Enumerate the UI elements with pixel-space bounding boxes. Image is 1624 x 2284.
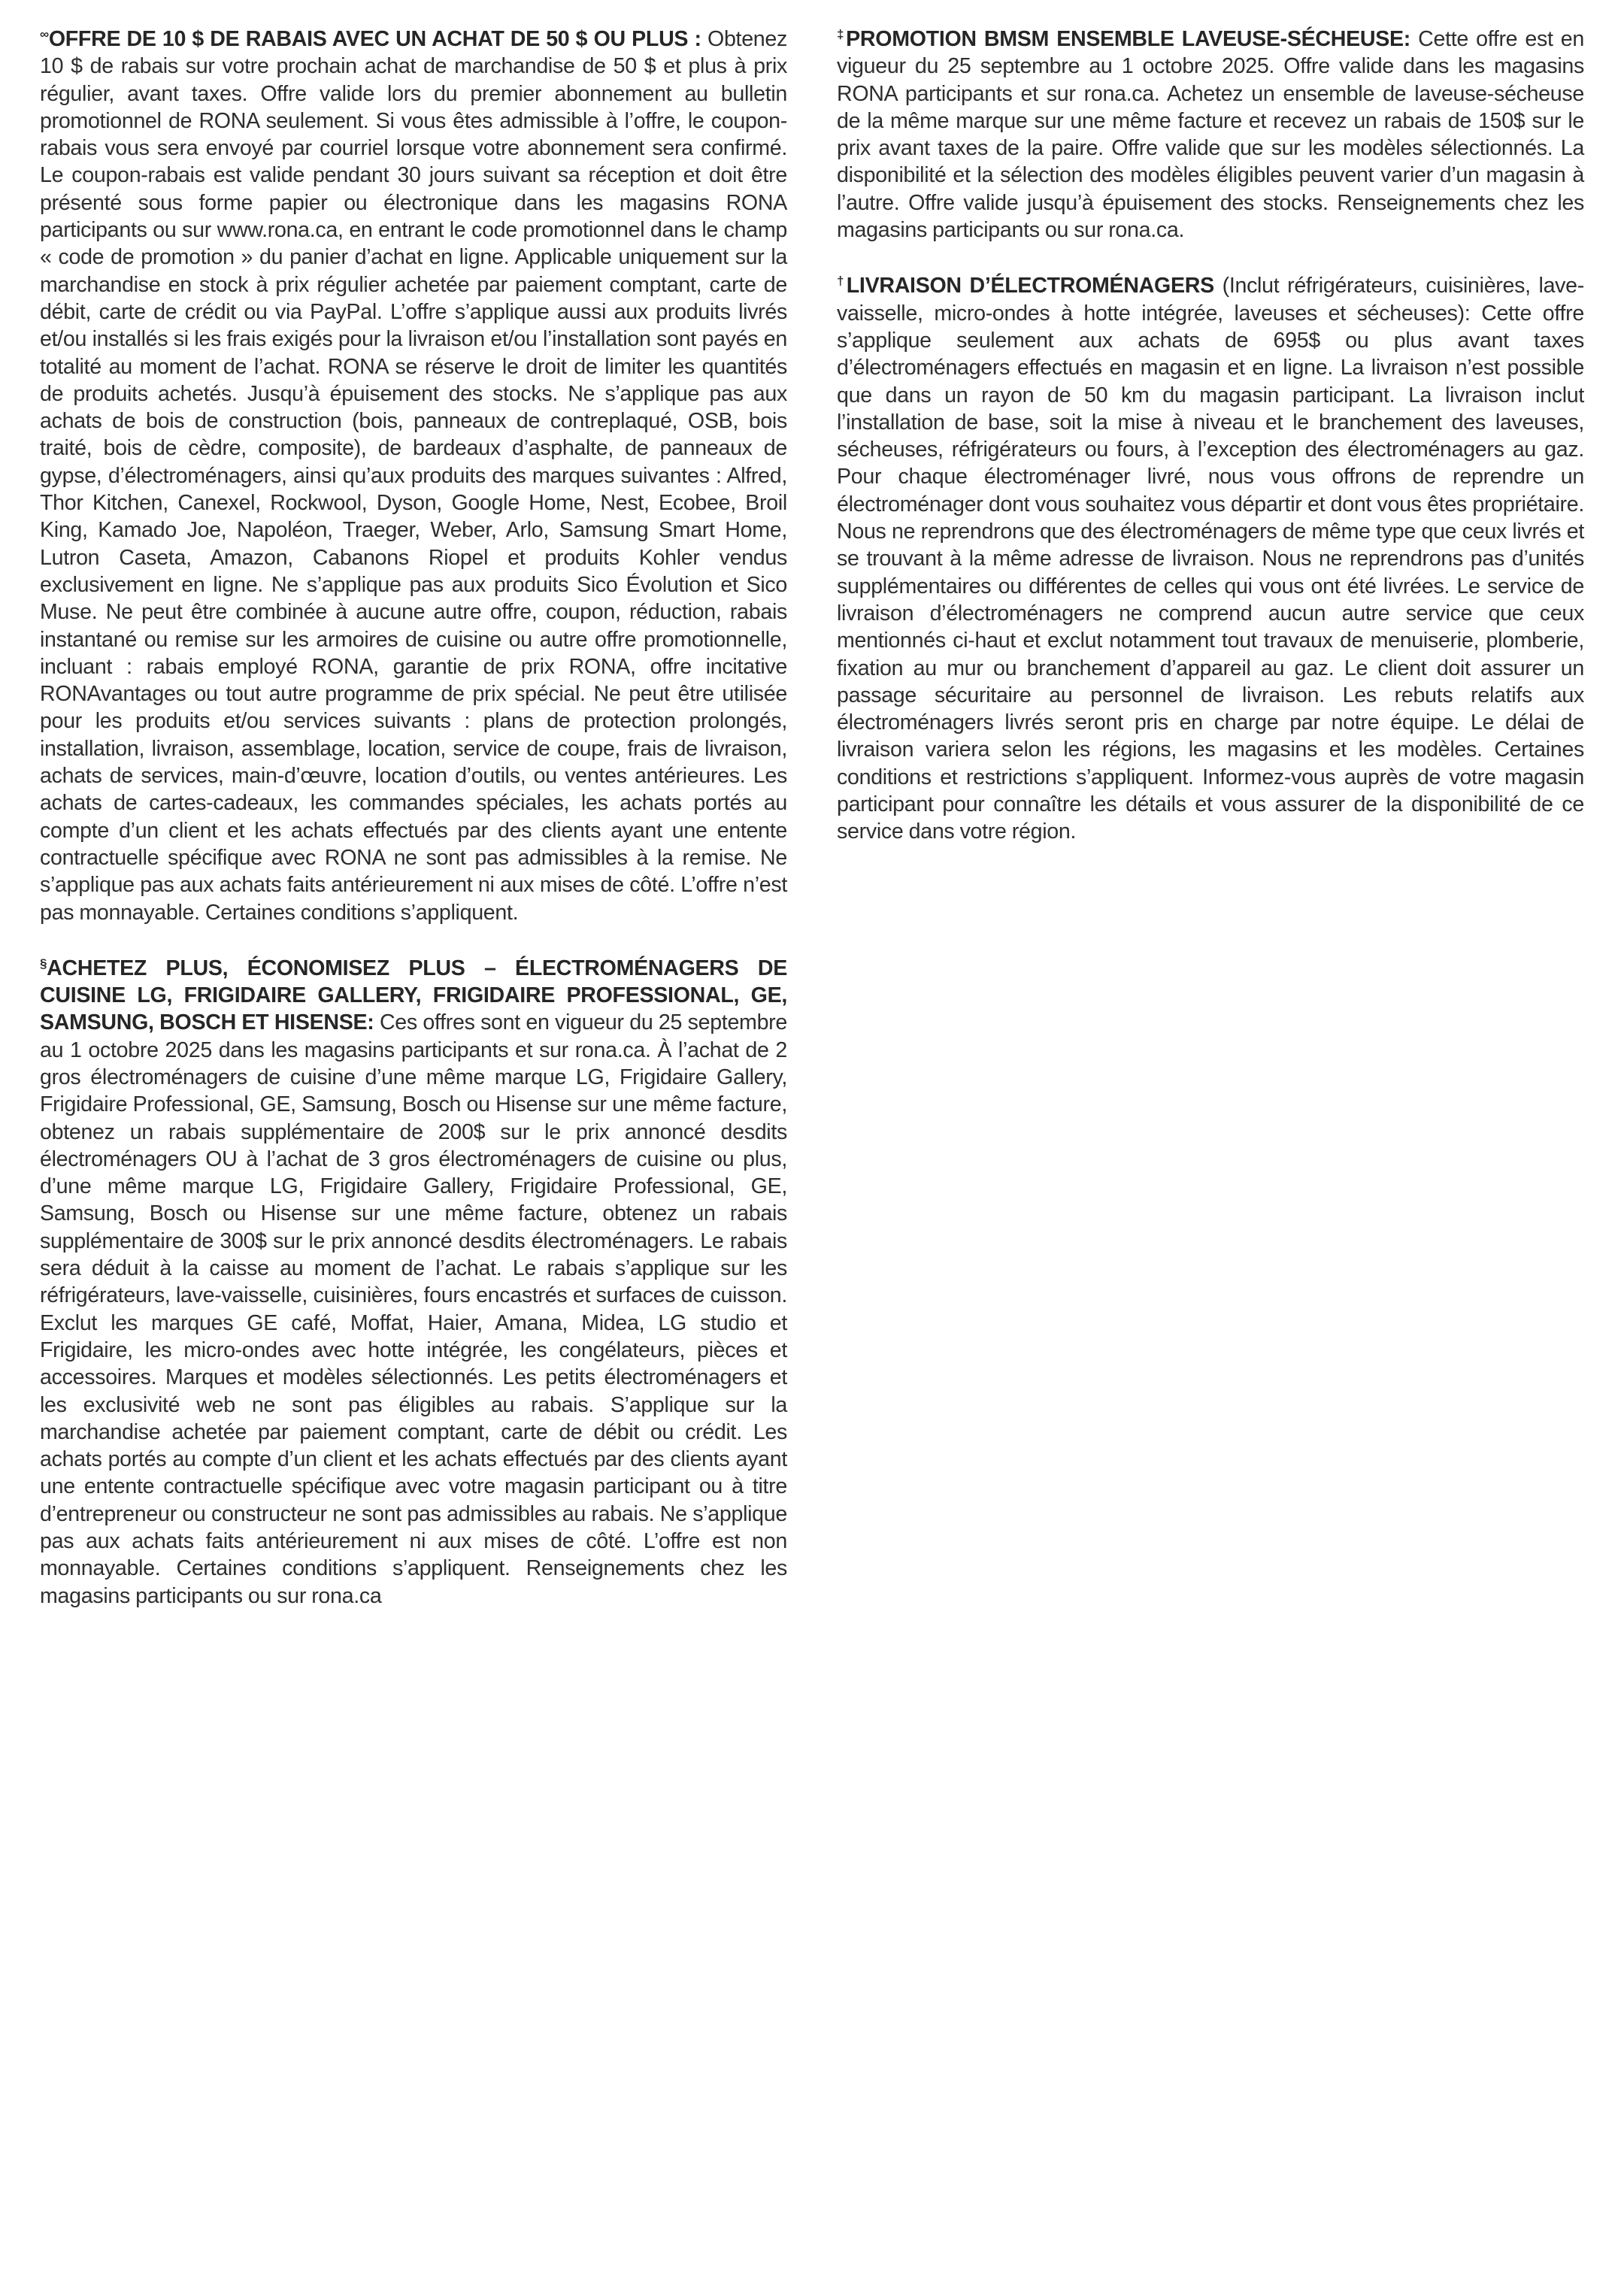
legal-note-heading: LIVRAISON D’ÉLECTROMÉNAGERS [846, 274, 1214, 298]
footnote-marker: § [40, 956, 47, 971]
legal-note-body: Cette offre est en vigueur du 25 septembre au 1 octobre 2025. Offre valide dans les magasins RONA participants et sur rona.ca. Achetez un ensemble de laveuse-sécheuse de la même marque sur une même facture et recevez un rabais de 150$ sur le prix avant taxes de la paire. Offre valide que sur les modèles sélectionnés. La disponibilité et la sélection des modèles éligibles peuvent varier d’un magasin à l’autre. Offre valide jusqu’à épuisement des stocks. Renseignements chez les magasins participants ou sur rona.ca. [837, 27, 1584, 243]
legal-note-heading: OFFRE DE 10 $ DE RABAIS AVEC UN ACHAT DE 50 $ OU PLUS : [48, 27, 701, 51]
footnote-marker: ‡ [837, 27, 847, 41]
footnote-marker: ∞ [40, 27, 49, 41]
legal-note-buy-more-save-more [40, 955, 787, 1610]
legal-note-washer-dryer-promo [837, 26, 1584, 244]
right-column [837, 26, 1584, 874]
left-column [40, 26, 787, 1638]
legal-note-body: Obtenez 10 $ de rabais sur votre prochain achat de marchandise de 50 $ et plus à prix régulier, avant taxes. Offre valide lors du premier abonnement au bulletin promotionnel de RONA seulement. Si vous êtes admissible à l’offre, le coupon-rabais vous sera envoyé par courriel lorsque votre abonnement sera confirmé. Le coupon-rabais est valide pendant 30 jours suivant sa réception et doit être présenté sous forme papier ou électronique dans les magasins RONA participants ou sur www.rona.ca, en entrant le code promotionnel dans le champ « code de promotion » du panier d’achat en ligne. Applicable uniquement sur la marchandise en stock à prix régulier achetée par paiement comptant, carte de débit, carte de crédit ou via PayPal. L’offre s’applique aussi aux produits livrés et/ou installés si les frais exigés pour la livraison et/ou l’installation sont payés en totalité au moment de l’achat. RONA se réserve le droit de limiter les quantités de produits achetés. Jusqu’à épuisement des stocks. Ne s’applique pas aux achats de bois de construction (bois, panneaux de contreplaqué, OSB, bois traité, bois de cèdre, composite), de bardeaux d’asphalte, de panneaux de gypse, d’électroménagers, ainsi qu’aux produits des marques suivantes : Alfred, Thor Kitchen, Canexel, Rockwool, Dyson, Google Home, Nest, Ecobee, Broil King, Kamado Joe, Napoléon, Traeger, Weber, Arlo, Samsung Smart Home, Lutron Caseta, Amazon, Cabanons Riopel et produits Kohler vendus exclusivement en ligne. Ne s’applique pas aux produits Sico Évolution et Sico Muse. Ne peut être combinée à aucune autre offre, coupon, réduction, rabais instantané ou remise sur les armoires de cuisine ou autre offre promotionnelle, incluant : rabais employé RONA, garantie de prix RONA, offre incitative RONAvantages ou tout autre programme de prix spécial. Ne peut être utilisée pour les produits et/ou services suivants : plans de protection prolongés, installation, livraison, assemblage, location, service de coupe, frais de livraison, achats de services, main-d’œuvre, location d’outils, ou ventes antérieures. Les achats de cartes-cadeaux, les commandes spéciales, les achats portés au compte d’un client et les achats effectués par des clients ayant une entente contractuelle spécifique avec RONA ne sont pas admissibles à la remise. Ne s’applique pas aux achats faits antérieurement ni aux mises de côté. L’offre n’est pas monnayable. Certaines conditions s’appliquent. [40, 27, 787, 925]
legal-note-body: (Inclut réfrigérateurs, cuisinières, lave-vaisselle, micro-ondes à hotte intégrée, laveuses et sécheuses): Cette offre s’applique seulement aux achats de 695$ ou plus avant taxes d’électroménagers effectués en magasin et en ligne. La livraison n’est possible que dans un rayon de 50 km du magasin participant. La livraison inclut l’installation de base, soit la mise à niveau et le branchement des laveuses, sécheuses, réfrigérateurs ou fours, à l’exception des électroménagers au gaz. Pour chaque électroménager livré, nous vous offrons de reprendre un électroménager dont vous souhaitez vous départir et dont vous êtes propriétaire. Nous ne reprendrons que des électroménagers de même type que ceux livrés et se trouvant à la même adresse de livraison. Nous ne reprendrons pas d’unités supplémentaires ou différentes de celles qui vous ont été livrées. Le service de livraison d’électroménagers ne comprend aucun autre service que ceux mentionnés ci-haut et exclut notamment tout travaux de menuiserie, plomberie, fixation au mur ou branchement d’appareil au gaz. Le client doit assurer un passage sécuritaire au personnel de livraison. Les rebuts relatifs aux électroménagers livrés seront pris en charge par notre équipe. Le délai de livraison variera selon les régions, les magasins et les modèles. Certaines conditions et restrictions s’appliquent. Informez-vous auprès de votre magasin participant pour connaître les détails et vous assurer de la disponibilité de ce service dans votre région. [837, 274, 1584, 844]
legal-note-appliance-delivery [837, 272, 1584, 845]
footnote-marker: † [837, 274, 847, 289]
legal-note-10-dollar-offer [40, 26, 787, 926]
legal-note-heading: PROMOTION BMSM ENSEMBLE LAVEUSE-SÉCHEUSE: [846, 27, 1410, 51]
legal-note-heading: ACHETEZ PLUS, ÉCONOMISEZ PLUS – ÉLECTROMÉNAGERS DE CUISINE LG, FRIGIDAIRE GALLERY, FRIGIDAIRE PROFESSIONAL, GE, SAMSUNG, BOSCH ET HISENSE: [40, 956, 787, 1035]
legal-note-body: Ces offres sont en vigueur du 25 septembre au 1 octobre 2025 dans les magasins participants et sur rona.ca. À l’achat de 2 gros électroménagers de cuisine d’une même marque LG, Frigidaire Gallery, Frigidaire Professional, GE, Samsung, Bosch ou Hisense sur une même facture, obtenez un rabais supplémentaire de 200$ sur le prix annoncé desdits électroménagers OU à l’achat de 3 gros électroménagers de cuisine ou plus, d’une même marque LG, Frigidaire Gallery, Frigidaire Professional, GE, Samsung, Bosch ou Hisense sur une même facture, obtenez un rabais supplémentaire de 300$ sur le prix annoncé desdits électroménagers. Le rabais sera déduit à la caisse au moment de l’achat. Le rabais s’applique sur les réfrigérateurs, lave-vaisselle, cuisinières, fours encastrés et surfaces de cuisson. Exclut les marques GE café, Moffat, Haier, Amana, Midea, LG studio et Frigidaire, les micro-ondes avec hotte intégrée, les congélateurs, pièces et accessoires. Marques et modèles sélectionnés. Les petits électroménagers et les exclusivité web ne sont pas éligibles au rabais. S’applique sur la marchandise achetée par paiement comptant, carte de débit ou crédit. Les achats portés au compte d’un client et les achats effectués par des clients ayant une entente contractuelle spécifique avec votre magasin participant ou à titre d’entrepreneur ou constructeur ne sont pas admissibles au rabais. Ne s’applique pas aux achats faits antérieurement ni aux mises de côté. L’offre est non monnayable. Certaines conditions s’appliquent. Renseignements chez les magasins participants ou sur rona.ca [40, 1010, 787, 1608]
